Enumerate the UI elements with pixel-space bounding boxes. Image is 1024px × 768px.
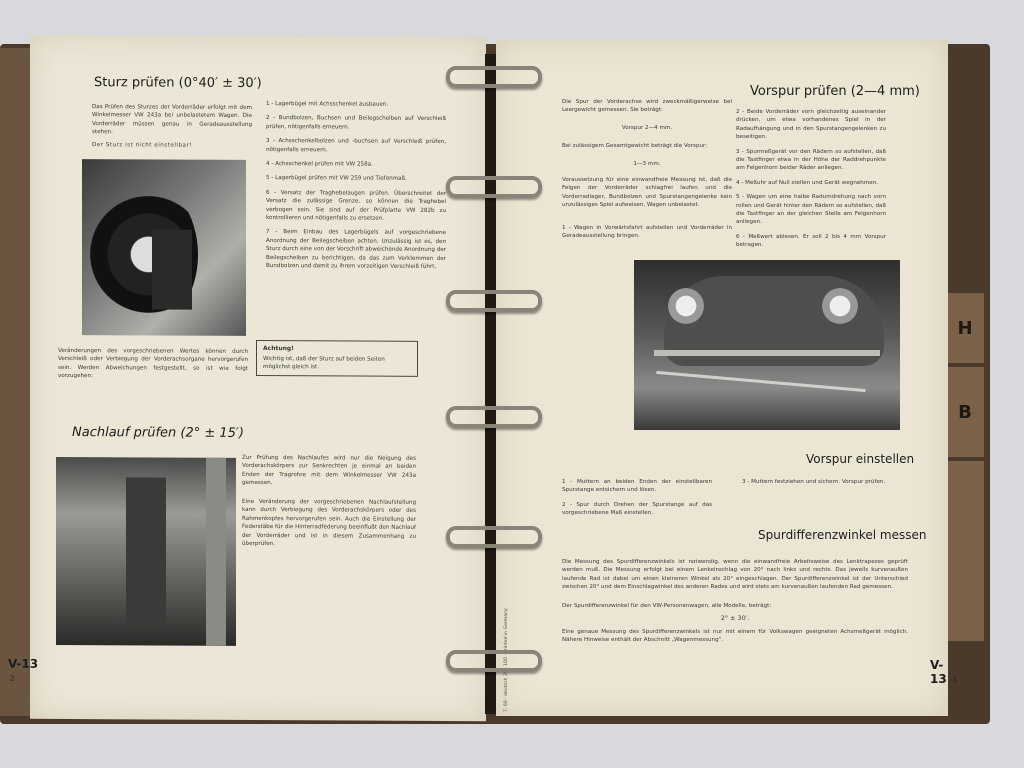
headlight-right-shape	[822, 288, 858, 324]
vorspur-title: Vorspur prüfen (2—4 mm)	[750, 84, 920, 99]
einstellen-title: Vorspur einstellen	[806, 452, 915, 466]
warning-title: Achtung!	[263, 345, 294, 353]
vorspur-intro: Die Spur der Vorderachse wird zweckmäßigerweise bei Leergewicht gemessen. Sie beträgt:	[562, 99, 732, 114]
section-code-left: V-13	[8, 656, 39, 671]
index-tab-h[interactable]: H	[945, 292, 985, 364]
sturz-step-3: 3 - Achsschenkelbolzen und -buchsen auf Verschleiß prüfen, nötigenfalls erneuern.	[266, 138, 446, 153]
index-tab-b[interactable]: B	[945, 366, 985, 458]
vertical-tube-shape	[206, 458, 226, 646]
sturz-title: Sturz prüfen (0°40′ ± 30′)	[94, 75, 262, 92]
einstellen-step-3: 3 - Muttern festziehen und sichern. Vorspur prüfen.	[742, 479, 886, 485]
vorspur-step-3: 3 - Spurmeßgerät vor den Rädern so aufstellen, daß die Tastfinger etwa in der Höhe der Raddrehpunkte am Felgenhorn beider Räder anliegen.	[736, 148, 886, 172]
toe-gauge-shape	[656, 371, 865, 392]
sturz-step-6: 6 - Versatz der Traghebelaugen prüfen. Überschreitet der Versatz die zulässige Grenze, so können die Traghebel verbogen sein. Sie sind auf der Prüfplatte VW 282b zu kontrollieren und nötigenfalls zu ersetzen.	[266, 189, 446, 222]
einstellen-col-1	[562, 478, 712, 524]
binder-ring-6	[446, 650, 542, 672]
index-tabs	[945, 62, 985, 662]
sturz-step-2: 2 - Bundbolzen, Buchsen und Beilegscheiben auf Verschleiß prüfen, nötigenfalls erneuern.	[266, 115, 446, 131]
sturz-step-7: 7 - Beim Einbau des Lagerbügels auf vorgeschriebene Anordnung der Beilegscheiben achten. Unzulässig ist es, den Sturz durch eine von der Vorschrift abweichende Anordnung der Beilegscheiben zu berichtigen, da das zum Verklemmen der Bundbolzen und damit zu ihrem vorzeitigen Verschleiß führt.	[266, 229, 446, 271]
spurdifferenz-para2: Der Spurdifferenzwinkel für den VW-Personenwagen, alle Modelle, beträgt:	[562, 603, 772, 609]
vorspur-step-1: 1 - Wagen in Vorwärtsfahrt aufstellen und Vorderräder in Geradeausstellung bringen.	[562, 225, 732, 240]
binder-ring-1	[446, 66, 542, 88]
nachlauf-para2: Eine Veränderung der vorgeschriebenen Nachlaufstellung kann durch Verbiegung des Vorderachskörpers oder des Rahmenkopfes hervorgerufen sein. Auch die Einstellung der Federstäbe für die Hinterradfederung beeinflußt den Nachlauf der Vorderräder und ist in diesem Zusammenhang zu überprüfen.	[242, 498, 416, 548]
nachlauf-photo	[56, 457, 236, 646]
vorspur-prereq: Voraussetzung für eine einwandfreie Messung ist, daß die Felgen der Vorderräder schlagfrei laufen und die Vorderradlager, Bundbolzen und Spurstangengelenke kein unzulässiges Spiel aufweisen, Wagen unbelastet.	[562, 177, 732, 209]
einstellen-col-2	[742, 478, 892, 492]
vorspur-step-6: 6 - Meßwert ablesen. Er soll 2 bis 4 mm Vorspur betragen.	[736, 233, 886, 249]
sturz-steps	[266, 100, 446, 277]
binder-ring-3	[446, 290, 542, 312]
vorspur-step-5: 5 - Wagen um eine halbe Radumdrehung nach vorn rollen und Gerät hinter den Rädern so aufstellen, daß die Tastfinger an der gleichen Stelle am Felgenhorn anliegen.	[736, 194, 886, 226]
section-code-right: V-13	[930, 658, 947, 686]
warning-text: Wichtig ist, daß der Sturz auf beiden Seiten möglichst gleich ist.	[263, 356, 385, 371]
sturz-step-1: 1 - Lagerbügel mit Achsschenkel ausbauen.	[266, 101, 389, 108]
vorspur-value-1: Vorspur 2—4 mm.	[621, 125, 673, 131]
headlight-left-shape	[668, 288, 704, 324]
nachlauf-para1: Zur Prüfung des Nachlaufes wird nur die Neigung des Vorderachskörpers zur Senkrechten je einmal an beiden Enden der Tragrohre mit dem Winkelmesser VW 243a gemessen.	[242, 454, 416, 487]
spurdifferenz-value: 2° ± 30′.	[720, 614, 750, 622]
sturz-intro: Das Prüfen des Sturzes der Vorderräder erfolgt mit dem Winkelmesser VW 243a bei unbelastetem Wagen. Die Vorderräder müssen genau in Geradeausstellung stehen.	[92, 104, 252, 136]
binder-ring-2	[446, 176, 542, 198]
binder-ring-4	[446, 406, 542, 428]
einstellen-step-1: 1 - Muttern an beiden Enden der einstellbaren Spurstange entsichern und lösen.	[562, 479, 712, 494]
page-number-right: 3	[952, 676, 957, 684]
binder-ring-5	[446, 526, 542, 548]
vorspur-steps	[736, 108, 886, 256]
index-tab-lower[interactable]	[945, 460, 985, 642]
sturz-note: Der Sturz ist nicht einstellbar!	[92, 142, 192, 149]
axle-bracket-shape	[126, 477, 166, 627]
imprint-text: 7. 60 · deutsch 352 180 · Printed in Germany	[504, 608, 509, 712]
nachlauf-title: Nachlauf prüfen (2° ± 15′)	[72, 425, 244, 441]
camber-gauge-photo	[82, 159, 246, 336]
vorspur-step-2: 2 - Beide Vorderräder vorn gleichzeitig auseinander drücken, um etwa vorhandenes Spiel in der Radaufhängung und in den Spurstangengelenken zu beseitigen.	[736, 109, 886, 141]
vorspur-mid: Bei zulässigem Gesamtgewicht beträgt die Vorspur:	[562, 143, 708, 149]
vorspur-step-4: 4 - Meßuhr auf Null stellen und Gerät wegnehmen.	[736, 179, 879, 186]
vw-beetle-photo	[634, 260, 900, 430]
bumper-shape	[654, 350, 880, 356]
einstellen-step-2: 2 - Spur durch Drehen der Spurstange auf das vorgeschriebene Maß einstellen.	[562, 501, 712, 517]
sturz-step-4: 4 - Achsschenkel prüfen mit VW 258a.	[266, 161, 373, 168]
sturz-step-5: 5 - Lagerbügel prüfen mit VW 259 und Tiefenmaß.	[266, 175, 407, 183]
left-page	[8, 35, 486, 721]
warning-box	[256, 340, 418, 377]
page-number-left: 2	[10, 674, 15, 683]
sturz-changes: Veränderungen des vorgeschriebenen Wertes können durch Verschleiß oder Verbiegung der Vorderachsorgane hervorgerufen sein. Werden Abweichungen festgestellt, so ist wie folgt vorzugehen:	[58, 347, 248, 380]
right-page	[496, 40, 957, 716]
gauge-shape	[152, 229, 192, 309]
vorspur-value-2: 1—3 mm.	[633, 161, 661, 167]
spurdifferenz-para1: Die Messung des Spurdifferenzwinkels ist notwendig, wenn die einwandfreie Arbeitsweise des Lenktrapezes geprüft werden muß. Die Messung erfolgt bei einem Lenkeinschlag von 20° nach links und rechts. Das jeweils kurvenaußen laufende Rad ist dabei um einen kleineren Winkel als 20° eingeschlagen. Der Spurdifferenzwinkel ist der Unterschied zwischen 20° und dem Einschlagwinkel des anderen Rades und wird stets am kurvenaußen laufenden Rad gemessen.	[562, 559, 908, 591]
spurdifferenz-title: Spurdifferenzwinkel messen	[758, 528, 927, 542]
spurdifferenz-para3: Eine genaue Messung des Spurdifferenzwinkels ist nur mit einem für Volkswagen geeigneten Achsmeßgerät möglich. Nähere Hinweise enthält der Abschnitt „Wagenmessung“.	[562, 629, 908, 644]
binder-cover-edge	[0, 48, 34, 716]
